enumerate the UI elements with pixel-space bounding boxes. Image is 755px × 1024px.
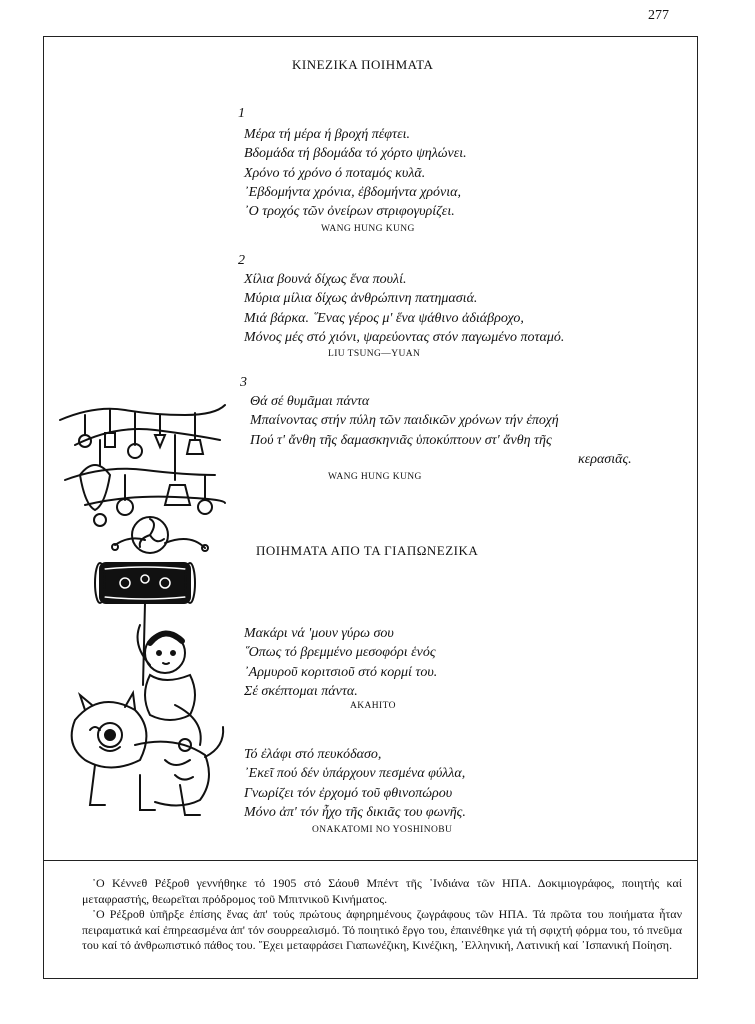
poem-author: WANG HUNG KUNG [321,224,415,234]
poem-line: ᾿Ο τροχός τῶν ὀνείρων στριφογυρίζει. [244,204,455,220]
bio-paragraph: ᾿Ο Κέννεθ Ρέξροθ γεννήθηκε τό 1905 στό Σάουθ Μπέντ τῆς ᾿Ινδιάνα τῶν ΗΠΑ. Δοκιμιογράφος, ποιητής καί μεταφραστής, θεωρεῖται πρόδρομος τοῦ Μπιτνικοῦ Κινήματος. [82,876,682,906]
poem-line: Μόνο ἀπ' τόν ἦχο τῆς δικιᾶς του φωνῆς. [244,804,466,820]
poem-line: Μέρα τή μέρα ή βροχή πέφτει. [244,127,410,142]
poem-line: Μόνος μές στό χιόνι, ψαρεύοντας στόν παγωμένο ποταμό. [244,329,565,345]
poem-line: Θά σέ θυμᾶμαι πάντα [250,394,370,409]
bio-divider [43,860,698,861]
section-title-japanese: ΠΟΙΗΜΑΤΑ ΑΠΟ ΤΑ ΓΙΑΠΩΝΕΖΙΚΑ [256,543,479,558]
poem-number: 3 [240,375,247,390]
poem-line: Χρόνο τό χρόνο ό ποταμός κυλᾶ. [244,165,426,181]
poem-line: ῞Οπως τό βρεμμένο μεσοφόρι ἑνός [244,645,436,661]
poem-author: ONAKATOMI NO YOSHINOBU [312,825,453,835]
poem-author: WANG HUNG KUNG [328,472,422,482]
author-bio [82,876,682,954]
poem-author: LIU TSUNG—YUAN [328,349,421,359]
poem-line: Πού τ' ἄνθη τῆς δαμασκηνιᾶς ὑποκύπτουν στ' ἄνθη τῆς [250,432,552,448]
poem-author: AKAHITO [350,701,396,711]
poem-stanza [244,125,467,221]
poem-line: ᾿Αρμυροῦ κοριτσιοῦ στό κορμί του. [244,664,438,680]
poem-line: Σέ σκέπτομαι πάντα. [244,683,358,699]
poem-line: κερασιᾶς. [578,451,632,467]
page-number: 277 [648,8,669,23]
poem-line: Μύρια μίλια δίχως ἀνθρώπινη πατημασιά. [244,291,478,307]
poem-number: 1 [238,106,245,121]
poem-stanza [244,270,564,347]
section-title-chinese: ΚΙΝΕΖΙΚΑ ΠΟΙΗΜΑΤΑ [292,57,434,72]
poem-stanza [244,624,437,701]
poem-line: Χίλια βουνά δίχως ἕνα πουλί. [244,272,407,287]
poem-line: Μπαίνοντας στήν πύλη τῶν παιδικῶν χρόνων τήν ἐποχή [250,413,559,429]
poem-line: Γνωρίζει τόν ἐρχομό τοῦ φθινοπώρου [244,785,453,801]
poem-line: ᾿Εβδομήντα χρόνια, ἐβδομήντα χρόνια, [244,184,461,200]
bio-paragraph: ᾿Ο Ρέξροθ ὑπῆρξε ἐπίσης ἕνας ἀπ' τούς πρώτους ἀφηρημένους ζωγράφους τῶν ΗΠΑ. Τά πρῶτα του ποιήματα ἦταν πειραματικά καί ἐπηρεασμένα ἀπ' τόν σουρρεαλισμό. Τό ποιητικό ἔργο του, ἐπαινέθηκε γιά τή σφιχτή φόρμα του, τό πνεῦμα του καί τό ἀνθρωπιστικό πάθος του. ῎Εχει μεταφράσει Γιαπωνέζικη, Κινέζικη, ᾿Ελληνική, Λατινική καί ᾿Ισπανική Ποίηση. [82,907,683,952]
poem-line: Μιά βάρκα. ῞Ενας γέρος μ' ἕνα ψάθινο ἀδιάβροχο, [244,310,524,326]
poem-stanza [250,392,632,469]
poem-number: 2 [238,253,245,268]
poem-stanza [244,745,466,822]
japanese-toy-illustration [55,385,230,825]
poem-line: Τό ἐλάφι στό πευκόδασο, [244,747,382,762]
poem-line: Μακάρι νά 'μουν γύρω σου [244,626,394,641]
poem-line: Βδομάδα τή βδομάδα τό χόρτο ψηλώνει. [244,146,467,162]
poem-line: ᾿Εκεῖ πού δέν ὑπάρχουν πεσμένα φύλλα, [244,766,466,782]
